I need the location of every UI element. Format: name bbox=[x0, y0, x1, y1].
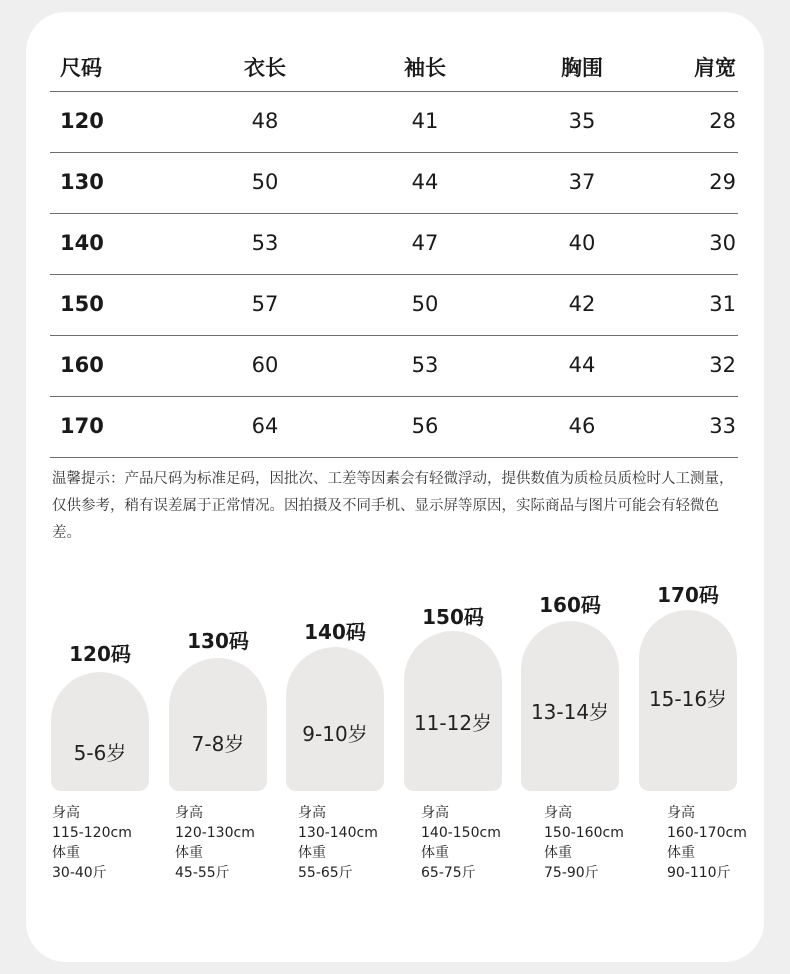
cell-sleeve: 41 bbox=[411, 109, 439, 133]
height-value: 120-130cm bbox=[175, 825, 255, 841]
header-shoulder: 肩宽 bbox=[694, 56, 736, 80]
age-text: 9-10岁 bbox=[302, 722, 368, 746]
weight-value: 45-55斤 bbox=[175, 865, 230, 881]
cell-chest: 35 bbox=[568, 109, 596, 133]
cell-chest: 37 bbox=[568, 170, 596, 194]
size-label: 150码 bbox=[422, 605, 484, 629]
cell-shoulder: 28 bbox=[709, 109, 736, 133]
cell-sleeve: 47 bbox=[411, 231, 439, 255]
size-table bbox=[50, 40, 738, 458]
size-label: 130码 bbox=[187, 629, 249, 653]
height-label: 身高 bbox=[667, 805, 695, 821]
cell-size: 120 bbox=[60, 109, 104, 133]
table-row bbox=[50, 92, 738, 153]
weight-label: 体重 bbox=[544, 845, 572, 861]
age-arch bbox=[51, 672, 149, 791]
cell-size: 170 bbox=[60, 414, 104, 438]
weight-label: 体重 bbox=[175, 845, 203, 861]
cell-size: 160 bbox=[60, 353, 104, 377]
age-text: 13-14岁 bbox=[530, 700, 610, 724]
table-row bbox=[50, 336, 738, 397]
table-row bbox=[50, 153, 738, 214]
size-stats-130 bbox=[175, 803, 255, 883]
cell-shoulder: 30 bbox=[709, 231, 736, 255]
weight-value: 30-40斤 bbox=[52, 865, 107, 881]
cell-size: 130 bbox=[60, 170, 104, 194]
weight-label: 体重 bbox=[52, 845, 80, 861]
cell-chest: 46 bbox=[568, 414, 596, 438]
height-value: 130-140cm bbox=[298, 825, 378, 841]
size-stats-170 bbox=[667, 803, 747, 883]
height-value: 150-160cm bbox=[544, 825, 624, 841]
size-stats-120 bbox=[52, 803, 132, 883]
table-row bbox=[50, 214, 738, 275]
cell-sleeve: 44 bbox=[411, 170, 439, 194]
weight-value: 65-75斤 bbox=[421, 865, 476, 881]
size-label: 160码 bbox=[539, 593, 601, 617]
height-value: 115-120cm bbox=[52, 825, 132, 841]
size-stats-160 bbox=[544, 803, 624, 883]
header-length: 衣长 bbox=[244, 56, 286, 80]
height-label: 身高 bbox=[421, 805, 449, 821]
age-text: 11-12岁 bbox=[413, 711, 493, 735]
weight-label: 体重 bbox=[298, 845, 326, 861]
notice-text: 温馨提示：产品尺码为标准足码，因批次、工差等因素会有轻微浮动，提供数值为质检员质检时人工测量，仅供参考，稍有误差属于正常情况。因拍摄及不同手机、显示屏等原因，实际商品与图片可能会有轻微色差。 bbox=[52, 471, 734, 541]
table-row bbox=[50, 397, 738, 458]
cell-length: 50 bbox=[251, 170, 279, 194]
size-label: 120码 bbox=[69, 642, 131, 666]
size-stats-140 bbox=[298, 803, 378, 883]
cell-shoulder: 32 bbox=[709, 353, 736, 377]
table-row bbox=[50, 275, 738, 336]
cell-size: 150 bbox=[60, 292, 104, 316]
height-label: 身高 bbox=[52, 805, 80, 821]
height-label: 身高 bbox=[175, 805, 203, 821]
weight-label: 体重 bbox=[421, 845, 449, 861]
weight-value: 90-110斤 bbox=[667, 865, 731, 881]
cell-length: 53 bbox=[251, 231, 279, 255]
height-label: 身高 bbox=[544, 805, 572, 821]
weight-label: 体重 bbox=[667, 845, 695, 861]
table-header-row bbox=[50, 40, 738, 92]
age-text: 15-16岁 bbox=[648, 687, 728, 711]
cell-chest: 44 bbox=[568, 353, 596, 377]
age-arch bbox=[169, 658, 267, 791]
cell-length: 57 bbox=[251, 292, 279, 316]
cell-length: 64 bbox=[251, 414, 279, 438]
age-text: 5-6岁 bbox=[73, 741, 127, 765]
weight-value: 75-90斤 bbox=[544, 865, 599, 881]
cell-sleeve: 53 bbox=[411, 353, 439, 377]
size-label: 140码 bbox=[304, 620, 366, 644]
cell-length: 48 bbox=[251, 109, 279, 133]
cell-size: 140 bbox=[60, 231, 104, 255]
header-size: 尺码 bbox=[60, 56, 102, 80]
weight-value: 55-65斤 bbox=[298, 865, 353, 881]
cell-shoulder: 33 bbox=[709, 414, 736, 438]
cell-chest: 42 bbox=[568, 292, 596, 316]
cell-shoulder: 31 bbox=[709, 292, 736, 316]
header-chest: 胸围 bbox=[561, 56, 603, 80]
cell-chest: 40 bbox=[568, 231, 596, 255]
header-sleeve: 袖长 bbox=[404, 56, 446, 80]
cell-length: 60 bbox=[251, 353, 279, 377]
size-label: 170码 bbox=[657, 583, 719, 607]
height-value: 160-170cm bbox=[667, 825, 747, 841]
cell-shoulder: 29 bbox=[709, 170, 736, 194]
age-text: 7-8岁 bbox=[191, 732, 245, 756]
cell-sleeve: 56 bbox=[411, 414, 439, 438]
cell-sleeve: 50 bbox=[411, 292, 439, 316]
height-value: 140-150cm bbox=[421, 825, 501, 841]
height-label: 身高 bbox=[298, 805, 326, 821]
size-stats-150 bbox=[421, 803, 501, 883]
